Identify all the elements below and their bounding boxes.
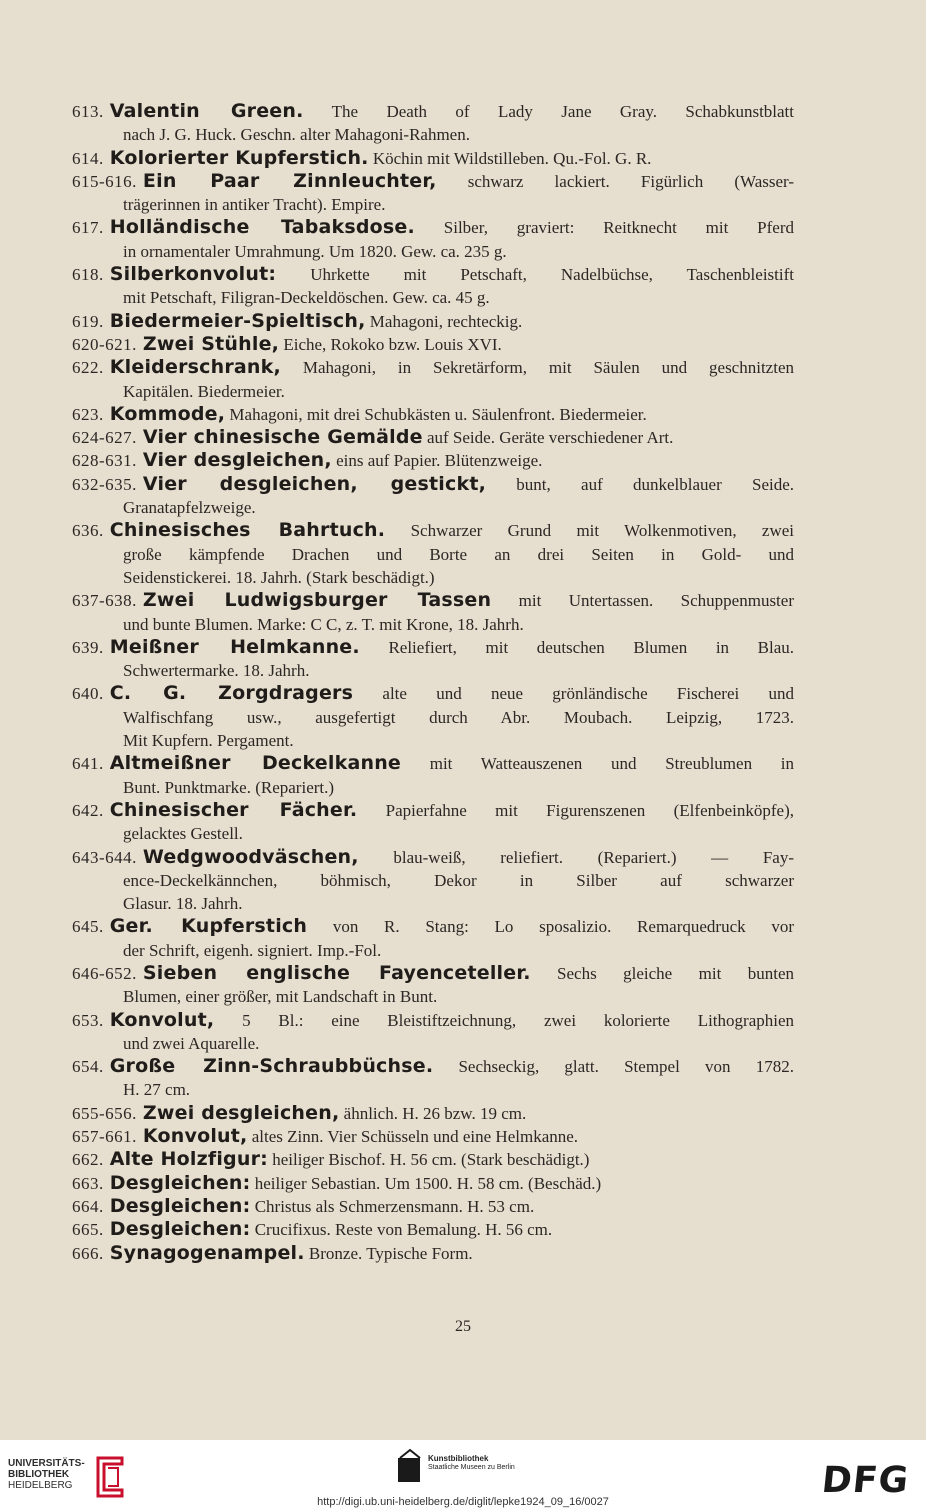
catalogue-entry: [72, 263, 794, 310]
lot-title: Chinesischer Fächer.: [109, 798, 358, 821]
lot-number: 646-652.: [72, 963, 137, 983]
lot-title: Vier chinesische Gemälde: [142, 426, 423, 449]
catalogue-entry: [72, 1102, 794, 1125]
entry-first-line: [72, 356, 794, 379]
lot-description: Silber, graviert: Reitknecht mit Pferd: [443, 218, 794, 238]
lot-number: 614.: [72, 148, 104, 168]
lot-description: mit Untertassen. Schuppenmuster: [518, 591, 794, 611]
lot-number: 628-631.: [72, 451, 137, 471]
lot-description: der Schrift, eigenh. signiert. Imp.-Fol.: [123, 940, 382, 960]
lot-title: Sieben englische Fayenceteller.: [142, 961, 531, 984]
lot-description: in ornamentaler Umrahmung. Um 1820. Gew. ca. 235 g.: [123, 241, 507, 261]
catalogue-entry: [72, 449, 794, 472]
entry-continuation-line: [72, 613, 794, 636]
catalogue-entry: [72, 473, 794, 520]
entry-first-line: [72, 100, 794, 123]
lot-description: große kämpfende Drachen und Borte an drei Seiten in Gold- und: [123, 544, 794, 564]
lot-title: Große Zinn-Schraubbüchse.: [109, 1055, 434, 1078]
lot-title: Vier desgleichen,: [142, 449, 332, 472]
entry-continuation-line: [72, 939, 794, 962]
entry-continuation-line: [72, 240, 794, 263]
page-number: 25: [455, 1318, 471, 1335]
entry-first-line: [72, 1242, 794, 1265]
lot-title: Biedermeier-Spieltisch,: [109, 309, 366, 332]
lot-description: mit Petschaft, Filigran-Deckeldöschen. Gew. ca. 45 g.: [123, 288, 490, 308]
lot-description: Schwertermarke. 18. Jahrh.: [123, 661, 310, 681]
lot-number: 615-616.: [72, 171, 137, 191]
entry-first-line: [72, 1055, 794, 1078]
lot-description: ähnlich. H. 26 bzw. 19 cm.: [343, 1103, 527, 1123]
lot-number: 617.: [72, 218, 104, 238]
entry-first-line: [72, 1148, 794, 1171]
entry-first-line: [72, 519, 794, 542]
kb-line-2: Staatliche Museen zu Berlin: [428, 1464, 515, 1471]
entry-first-line: [72, 473, 794, 496]
entry-first-line: [72, 915, 794, 938]
lot-title: Desgleichen:: [109, 1218, 251, 1241]
entry-first-line: [72, 799, 794, 822]
entry-continuation-line: [72, 380, 794, 403]
entry-continuation-line: [72, 1032, 794, 1055]
entry-continuation-line: [72, 822, 794, 845]
entry-first-line: [72, 1218, 794, 1241]
entry-first-line: [72, 589, 794, 612]
lot-description: alte und neue grönländische Fischerei und: [382, 684, 794, 704]
catalogue-entry: [72, 170, 794, 217]
catalogue-entry: [72, 1009, 794, 1056]
lot-number: 619.: [72, 311, 104, 331]
entry-first-line: [72, 333, 794, 356]
lot-number: 662.: [72, 1150, 104, 1170]
lot-number: 624-627.: [72, 428, 137, 448]
entry-continuation-line: [72, 496, 794, 519]
lot-title: Zwei Ludwigsburger Tassen: [142, 589, 492, 612]
ub-line-2: BIBLIOTHEK: [8, 1469, 70, 1480]
entry-continuation-line: [72, 706, 794, 729]
entry-continuation-line: [72, 193, 794, 216]
entry-continuation-line: [72, 659, 794, 682]
lot-description: Mahagoni, mit drei Schubkästen u. Säulenfront. Biedermeier.: [229, 404, 647, 424]
lot-title: Alte Holzfigur:: [109, 1148, 268, 1171]
lot-title: Konvolut,: [142, 1125, 248, 1148]
lot-title: Kleiderschrank,: [109, 356, 281, 379]
lot-description: Kapitälen. Biedermeier.: [123, 381, 285, 401]
catalogue-entry: [72, 310, 794, 333]
lot-title: Konvolut,: [109, 1008, 215, 1031]
lot-number: 663.: [72, 1173, 104, 1193]
lot-number: 640.: [72, 684, 104, 704]
lot-number: 654.: [72, 1057, 104, 1077]
lot-description: Schwarzer Grund mit Wolkenmotiven, zwei: [410, 521, 794, 541]
entry-continuation-line: [72, 543, 794, 566]
lot-description: Reliefiert, mit deutschen Blumen in Blau.: [388, 637, 794, 657]
entry-continuation-line: [72, 985, 794, 1008]
lot-description: trägerinnen in antiker Tracht). Empire.: [123, 195, 386, 215]
kb-line-1: Kunstbibliothek: [428, 1454, 489, 1463]
lot-title: Desgleichen:: [109, 1194, 251, 1217]
catalogue-entry: [72, 1125, 794, 1148]
lot-description: Eiche, Rokoko bzw. Louis XVI.: [283, 334, 502, 354]
dfg-logo[interactable]: DFG: [819, 1460, 912, 1501]
lot-description: blau-weiß, reliefiert. (Repariert.) — Fay-: [393, 847, 794, 867]
catalogue-entry: [72, 799, 794, 846]
entry-first-line: [72, 752, 794, 775]
lot-description: Bronze. Typische Form.: [308, 1243, 473, 1263]
lot-description: Granatapfelzweige.: [123, 498, 256, 518]
entry-continuation-line: [72, 566, 794, 589]
lot-description: Sechseckig, glatt. Stempel von 1782.: [458, 1057, 794, 1077]
kunstbibliothek-logo-icon: [396, 1448, 424, 1484]
lot-number: 643-644.: [72, 847, 137, 867]
lot-description: und bunte Blumen. Marke: C C, z. T. mit Krone, 18. Jahrh.: [123, 614, 524, 634]
entry-first-line: [72, 216, 794, 239]
lot-description: altes Zinn. Vier Schüsseln und eine Helmkanne.: [251, 1127, 579, 1147]
catalogue-entry: [72, 1148, 794, 1171]
lot-title: Valentin Green.: [109, 100, 304, 122]
entry-first-line: [72, 1009, 794, 1032]
catalogue-entry: [72, 216, 794, 263]
catalogue-entry: [72, 636, 794, 683]
lot-description: ence-Deckelkännchen, böhmisch, Dekor in Silber auf schwarzer: [123, 870, 794, 890]
lot-title: Kommode,: [109, 402, 226, 425]
catalogue-entry: [72, 147, 794, 170]
catalogue-entry: [72, 356, 794, 403]
lot-number: 665.: [72, 1220, 104, 1240]
catalogue-entry: [72, 519, 794, 589]
lot-title: Silberkonvolut:: [109, 263, 277, 286]
lot-description: Walfischfang usw., ausgefertigt durch Abr. Moubach. Leipzig, 1723.: [123, 707, 794, 727]
ub-line-1: UNIVERSITÄTS-: [8, 1458, 85, 1469]
lot-description: nach J. G. Huck. Geschn. alter Mahagoni-Rahmen.: [123, 125, 470, 145]
entry-first-line: [72, 1102, 794, 1125]
lot-description: eins auf Papier. Blütenzweige.: [336, 451, 543, 471]
lot-description: gelacktes Gestell.: [123, 824, 243, 844]
entry-first-line: [72, 1172, 794, 1195]
lot-description: mit Watteauszenen und Streublumen in: [429, 754, 794, 774]
lot-description: Mahagoni, rechteckig.: [369, 311, 523, 331]
entry-first-line: [72, 1125, 794, 1148]
lot-title: Wedgwoodväschen,: [142, 845, 359, 868]
catalogue-entry: [72, 1055, 794, 1102]
lot-number: 655-656.: [72, 1103, 137, 1123]
entry-first-line: [72, 170, 794, 193]
entry-first-line: [72, 449, 794, 472]
lot-description: Crucifixus. Reste von Bemalung. H. 56 cm.: [254, 1220, 553, 1240]
lot-description: bunt, auf dunkelblauer Seide.: [516, 474, 794, 494]
catalogue-entry: [72, 100, 794, 147]
lot-title: Ger. Kupferstich: [109, 915, 308, 938]
lot-description: Seidenstickerei. 18. Jahrh. (Stark beschädigt.): [123, 567, 435, 587]
entry-first-line: [72, 1195, 794, 1218]
entry-first-line: [72, 636, 794, 659]
lot-description: heiliger Sebastian. Um 1500. H. 58 cm. (Beschäd.): [254, 1173, 602, 1193]
lot-description: Sechs gleiche mit bunten: [557, 963, 794, 983]
entry-first-line: [72, 682, 794, 705]
entry-first-line: [72, 310, 794, 333]
lot-description: und zwei Aquarelle.: [123, 1033, 260, 1053]
ub-line-3: HEIDELBERG: [8, 1480, 73, 1491]
entry-first-line: [72, 962, 794, 985]
entry-continuation-line: [72, 286, 794, 309]
lot-description: Mahagoni, in Sekretärform, mit Säulen und geschnitzten: [302, 358, 794, 378]
lot-number: 636.: [72, 521, 104, 541]
entry-continuation-line: [72, 123, 794, 146]
entry-continuation-line: [72, 729, 794, 752]
catalogue-entry: [72, 333, 794, 356]
lot-description: Glasur. 18. Jahrh.: [123, 894, 243, 914]
lot-description: Papierfahne mit Figurenszenen (Elfenbeinköpfe),: [385, 800, 794, 820]
catalogue-entry: [72, 682, 794, 752]
lot-title: Ein Paar Zinnleuchter,: [142, 169, 437, 192]
lot-number: 664.: [72, 1196, 104, 1216]
page-url[interactable]: http://digi.ub.uni-heidelberg.de/diglit/lepke1924_09_16/0027: [317, 1496, 609, 1508]
lot-description: Bunt. Punktmarke. (Repariert.): [123, 777, 335, 797]
lot-description: von R. Stang: Lo sposalizio. Remarquedruck vor: [332, 917, 794, 937]
catalogue-entry: [72, 589, 794, 636]
lot-title: Zwei desgleichen,: [142, 1101, 340, 1124]
lot-number: 622.: [72, 358, 104, 378]
lot-description: Blumen, einer größer, mit Landschaft in Bunt.: [123, 987, 438, 1007]
lot-number: 623.: [72, 404, 104, 424]
lot-title: C. G. Zorgdragers: [109, 682, 354, 705]
lot-number: 618.: [72, 265, 104, 285]
lot-title: Desgleichen:: [109, 1171, 251, 1194]
entry-first-line: [72, 263, 794, 286]
lot-title: Kolorierter Kupferstich.: [109, 146, 369, 169]
entry-first-line: [72, 147, 794, 170]
entry-first-line: [72, 846, 794, 869]
catalogue-entry: [72, 846, 794, 916]
ub-heidelberg-logo[interactable]: [8, 1458, 85, 1491]
catalogue-entry: [72, 1195, 794, 1218]
lot-number: 641.: [72, 754, 104, 774]
lot-description: Uhrkette mit Petschaft, Nadelbüchse, Taschenbleistift: [310, 265, 794, 285]
lot-number: 642.: [72, 800, 104, 820]
lot-title: Chinesisches Bahrtuch.: [109, 519, 386, 542]
entry-continuation-line: [72, 776, 794, 799]
lot-title: Zwei Stühle,: [142, 332, 280, 355]
catalogue-entry: [72, 962, 794, 1009]
lot-title: Meißner Helmkanne.: [109, 635, 360, 658]
lot-number: 657-661.: [72, 1127, 137, 1147]
catalogue-entry: [72, 1242, 794, 1265]
entry-continuation-line: [72, 1078, 794, 1101]
lot-title: Holländische Tabaksdose.: [109, 216, 415, 239]
catalogue-entry: [72, 1218, 794, 1241]
lot-number: 613.: [72, 102, 104, 121]
lot-description: 5 Bl.: eine Bleistiftzeichnung, zwei kolorierte Lithographien: [242, 1010, 794, 1030]
catalogue-entry: [72, 1172, 794, 1195]
ub-logo-mark-icon: [92, 1454, 128, 1500]
footer-bar: [0, 1440, 926, 1511]
catalogue-entries: [72, 100, 794, 1265]
lot-description: H. 27 cm.: [123, 1080, 191, 1100]
lot-number: 639.: [72, 637, 104, 657]
lot-description: Köchin mit Wildstilleben. Qu.-Fol. G. R.: [372, 148, 652, 168]
entry-first-line: [72, 426, 794, 449]
lot-description: The Death of Lady Jane Gray. Schabkunstblatt: [331, 102, 794, 121]
lot-number: 666.: [72, 1243, 104, 1263]
catalogue-entry: [72, 403, 794, 426]
entry-continuation-line: [72, 869, 794, 892]
lot-description: auf Seide. Geräte verschiedener Art.: [426, 428, 674, 448]
lot-title: Vier desgleichen, gestickt,: [142, 472, 487, 495]
lot-number: 620-621.: [72, 334, 137, 354]
lot-description: schwarz lackiert. Figürlich (Wasser-: [467, 171, 794, 191]
catalogue-entry: [72, 426, 794, 449]
lot-description: Mit Kupfern. Pergament.: [123, 731, 294, 751]
entry-continuation-line: [72, 892, 794, 915]
kunstbibliothek-text[interactable]: [428, 1454, 515, 1472]
catalogue-entry: [72, 915, 794, 962]
lot-number: 637-638.: [72, 591, 137, 611]
lot-title: Altmeißner Deckelkanne: [109, 752, 402, 775]
lot-title: Synagogenampel.: [109, 1241, 305, 1264]
catalogue-entry: [72, 752, 794, 799]
entry-first-line: [72, 403, 794, 426]
lot-number: 653.: [72, 1010, 104, 1030]
lot-description: Christus als Schmerzensmann. H. 53 cm.: [254, 1196, 535, 1216]
lot-number: 645.: [72, 917, 104, 937]
lot-description: heiliger Bischof. H. 56 cm. (Stark beschädigt.): [272, 1150, 590, 1170]
lot-number: 632-635.: [72, 474, 137, 494]
